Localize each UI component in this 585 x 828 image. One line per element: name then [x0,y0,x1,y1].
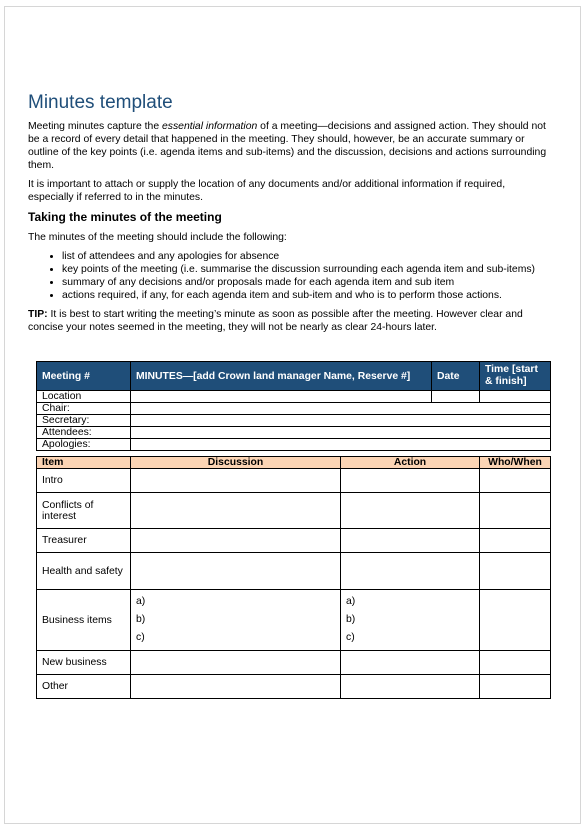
info-row [37,439,551,451]
action-cell[interactable] [341,675,480,699]
discussion-cell[interactable] [131,529,341,553]
column-header-row [37,457,551,469]
action-cell[interactable] [341,651,480,675]
column-header-who: Who/When [480,457,551,469]
who-cell[interactable] [480,553,551,590]
header-time: Time [start & finish] [480,362,551,391]
info-label: Attendees: [37,427,131,439]
column-header-item: Item [37,457,131,469]
table-row [37,529,551,553]
header-meeting-number: Meeting # [37,362,131,391]
bullet-item: • actions required, if any, for each agenda item and sub-item and who is to perform those actions. [62,289,548,302]
who-cell[interactable] [480,469,551,493]
who-cell[interactable] [480,675,551,699]
table-header-row [37,362,551,391]
who-cell[interactable] [480,529,551,553]
table-row [37,651,551,675]
agenda-table [36,456,551,699]
info-value-cell[interactable] [131,403,551,415]
item-label: Health and safety [37,553,131,590]
date-value-cell[interactable] [432,391,480,403]
item-label: New business [37,651,131,675]
document-content [28,92,548,340]
table-row [37,493,551,529]
item-label: Conflicts of interest [37,493,131,529]
tip-paragraph: TIP: It is best to start writing the meeting’s minute as soon as possible after the meeting. However clear and concise your notes seemed in the meeting, they will not be nearly as clear 24-hours later. [28,309,523,333]
subitem-label: a) [136,596,146,607]
action-cell[interactable] [341,553,480,590]
column-header-action: Action [341,457,480,469]
info-row [37,391,551,403]
action-cell[interactable] [341,469,480,493]
table-row [37,675,551,699]
subitem-label: a) [346,596,356,607]
bullet-item: • key points of the meeting (i.e. summarise the discussion surrounding each agenda item and sub-items) [62,263,548,276]
discussion-cell[interactable] [131,675,341,699]
item-label: Intro [37,469,131,493]
table-row [37,590,551,651]
info-value-cell[interactable] [131,439,551,451]
intro-paragraph-1: Meeting minutes capture the essential information of a meeting—decisions and assigned action. They should not be a record of every detail that happened in the meeting. They should, however, be an accurate summary or outline of the key points (i.e. agenda items and sub-items) and the discussion, decisions and actions surrounding them. [28,121,547,171]
info-row [37,415,551,427]
table-row [37,469,551,493]
discussion-cell[interactable] [131,590,341,651]
info-row [37,427,551,439]
header-minutes: MINUTES—[add Crown land manager Name, Reserve #] [131,362,432,391]
item-label: Treasurer [37,529,131,553]
minutes-table [36,361,551,451]
who-cell[interactable] [480,493,551,529]
section-lead: The minutes of the meeting should include the following: [28,232,287,243]
bullet-list [28,250,548,302]
intro-paragraph-2: It is important to attach or supply the location of any documents and/or additional information if required, especially if referred to in the minutes. [28,179,506,203]
info-label: Secretary: [37,415,131,427]
info-label: Location [37,391,131,403]
action-cell[interactable] [341,590,480,651]
table-row [37,553,551,590]
discussion-cell[interactable] [131,469,341,493]
bullet-item: • summary of any decisions and/or proposals made for each agenda item and sub item [62,276,548,289]
info-value-cell[interactable] [131,391,432,403]
item-label: Business items [37,590,131,651]
subitem-label: c) [346,632,355,643]
action-cell[interactable] [341,493,480,529]
time-value-cell[interactable] [480,391,551,403]
info-row [37,403,551,415]
column-header-discussion: Discussion [131,457,341,469]
who-cell[interactable] [480,590,551,651]
section-heading: Taking the minutes of the meeting [28,210,222,224]
item-label: Other [37,675,131,699]
subitem-label: b) [136,614,146,625]
subitem-label: b) [346,614,356,625]
who-cell[interactable] [480,651,551,675]
action-cell[interactable] [341,529,480,553]
discussion-cell[interactable] [131,651,341,675]
bullet-item: • list of attendees and any apologies for absence [62,250,548,263]
info-label: Chair: [37,403,131,415]
header-date: Date [432,362,480,391]
info-value-cell[interactable] [131,427,551,439]
info-value-cell[interactable] [131,415,551,427]
subitem-label: c) [136,632,145,643]
info-label: Apologies: [37,439,131,451]
discussion-cell[interactable] [131,553,341,590]
page-title: Minutes template [28,92,173,113]
discussion-cell[interactable] [131,493,341,529]
